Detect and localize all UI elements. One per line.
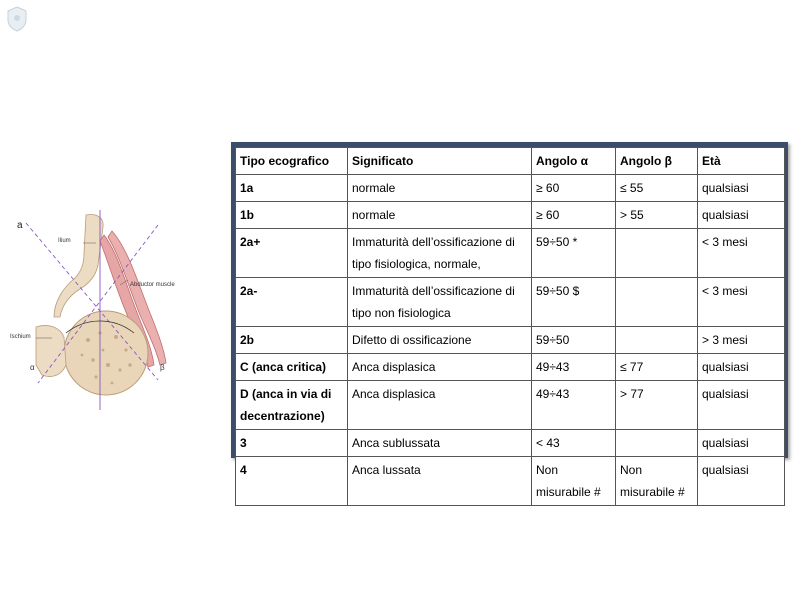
cell-angolo-beta [616,327,698,354]
cell-significato: Anca lussata [348,457,532,506]
cell-angolo-alpha: < 43 [532,430,616,457]
cell-angolo-beta [616,278,698,327]
hip-classification-table [235,147,785,506]
cell-tipo: 1a [236,175,348,202]
cell-significato: normale [348,175,532,202]
header-tipo: Tipo ecografico [236,148,348,175]
cell-tipo: C (anca critica) [236,354,348,381]
cell-significato: Anca sublussata [348,430,532,457]
cell-angolo-alpha: 49÷43 [532,381,616,430]
cell-angolo-beta [616,430,698,457]
table-row [236,229,785,278]
cell-eta: qualsiasi [698,381,785,430]
cell-eta: qualsiasi [698,430,785,457]
cell-eta: < 3 mesi [698,278,785,327]
cell-angolo-beta: > 55 [616,202,698,229]
ischium-label: Ischium [10,334,31,340]
table-row [236,278,785,327]
cell-tipo: 4 [236,457,348,506]
cell-angolo-beta [616,229,698,278]
ilium-label: Ilium [58,238,71,244]
cell-significato: Difetto di ossificazione [348,327,532,354]
cell-tipo: D (anca in via di decentrazione) [236,381,348,430]
cell-angolo-beta: > 77 [616,381,698,430]
beta-label: β [160,363,165,372]
cell-eta: qualsiasi [698,202,785,229]
table-row [236,457,785,506]
cell-significato: Immaturità dell’ossificazione di tipo fisiologica, normale, [348,229,532,278]
cell-tipo: 1b [236,202,348,229]
cell-tipo: 3 [236,430,348,457]
figure-letter: a [17,220,23,231]
header-angolo-beta: Angolo β [616,148,698,175]
alpha-label: α [30,363,35,372]
cell-angolo-beta: ≤ 77 [616,354,698,381]
classification-table-frame [231,142,788,499]
cell-eta: > 3 mesi [698,327,785,354]
cell-angolo-alpha: 49÷43 [532,354,616,381]
cell-significato: Anca displasica [348,381,532,430]
header-angolo-alpha: Angolo α [532,148,616,175]
cell-angolo-alpha: 59÷50 $ [532,278,616,327]
cell-eta: qualsiasi [698,457,785,506]
table-row [236,202,785,229]
cell-eta: qualsiasi [698,175,785,202]
cell-angolo-alpha: ≥ 60 [532,202,616,229]
header-eta: Età [698,148,785,175]
logo-icon [6,6,28,32]
cell-angolo-beta: Non misurabile # [616,457,698,506]
hip-ultrasound-diagram [8,205,198,415]
table-row [236,354,785,381]
table-row [236,430,785,457]
cell-tipo: 2a- [236,278,348,327]
cell-eta: qualsiasi [698,354,785,381]
cell-angolo-alpha: 59÷50 * [532,229,616,278]
cell-eta: < 3 mesi [698,229,785,278]
cell-significato: Anca displasica [348,354,532,381]
table-header-row [236,148,785,175]
table-row [236,327,785,354]
abductor-muscle-label: Abductor muscle [130,282,175,288]
table-row [236,381,785,430]
cell-angolo-alpha: 59÷50 [532,327,616,354]
cell-angolo-alpha: ≥ 60 [532,175,616,202]
cell-significato: Immaturità dell’ossificazione di tipo non fisiologica [348,278,532,327]
cell-angolo-beta: ≤ 55 [616,175,698,202]
header-significato: Significato [348,148,532,175]
cell-tipo: 2b [236,327,348,354]
table-row [236,175,785,202]
cell-significato: normale [348,202,532,229]
cell-angolo-alpha: Non misurabile # [532,457,616,506]
cell-tipo: 2a+ [236,229,348,278]
